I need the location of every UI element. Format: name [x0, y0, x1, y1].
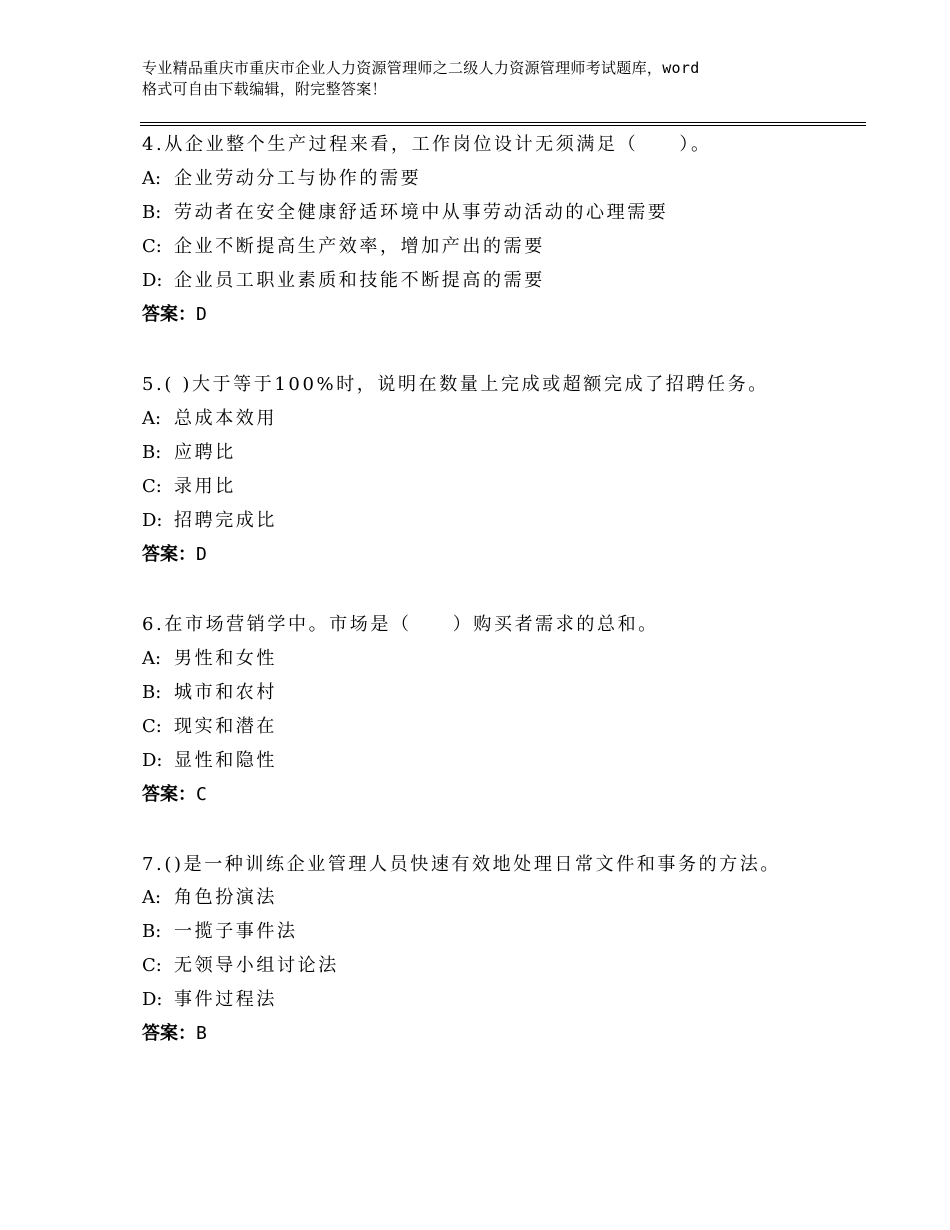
option-letter: B: [142, 921, 162, 942]
option-text: 总成本效用 [174, 408, 277, 429]
question-4 [142, 128, 842, 332]
question-6 [142, 608, 842, 812]
answer-line [142, 778, 842, 812]
option-letter: D: [142, 989, 163, 1010]
answer-value: D [196, 544, 207, 565]
answer-line [142, 298, 842, 332]
option-text: 无领导小组讨论法 [174, 955, 339, 976]
option-text: 企业员工职业素质和技能不断提高的需要 [174, 270, 545, 291]
option-letter: B: [142, 442, 162, 463]
option-text: 显性和隐性 [174, 750, 277, 771]
question-list [142, 128, 842, 1051]
question-text: 6.在市场营销学中。市场是（ ）购买者需求的总和。 [142, 614, 659, 635]
option-d [142, 504, 842, 538]
answer-label: 答案： [142, 304, 196, 325]
option-letter: D: [142, 270, 163, 291]
option-text: 应聘比 [174, 442, 236, 463]
answer-line [142, 538, 842, 572]
question-text: 7.()是一种训练企业管理人员快速有效地处理日常文件和事务的方法。 [142, 854, 782, 875]
option-c [142, 949, 842, 983]
option-letter: A: [142, 168, 162, 189]
option-letter: C: [142, 955, 162, 976]
option-a [142, 402, 842, 436]
option-letter: A: [142, 408, 162, 429]
option-d [142, 983, 842, 1017]
option-letter: B: [142, 202, 162, 223]
question-text: 5.( )大于等于100%时，说明在数量上完成或超额完成了招聘任务。 [142, 374, 769, 395]
answer-value: C [196, 784, 207, 805]
option-letter: B: [142, 682, 162, 703]
option-text: 招聘完成比 [174, 510, 277, 531]
option-text: 事件过程法 [174, 989, 277, 1010]
option-b [142, 915, 842, 949]
option-text: 城市和农村 [174, 682, 277, 703]
answer-line [142, 1017, 842, 1051]
question-spacer [142, 572, 842, 608]
question-5 [142, 368, 842, 572]
option-text: 企业不断提高生产效率，增加产出的需要 [174, 236, 545, 257]
option-d [142, 744, 842, 778]
header-divider-bottom [140, 125, 866, 126]
option-text: 一揽子事件法 [174, 921, 298, 942]
question-spacer [142, 332, 842, 368]
option-b [142, 196, 842, 230]
option-a [142, 642, 842, 676]
question-text: 4.从企业整个生产过程来看，工作岗位设计无须满足（ ）。 [142, 134, 712, 155]
question-spacer [142, 812, 842, 848]
option-text: 角色扮演法 [174, 887, 277, 908]
option-letter: C: [142, 236, 162, 257]
option-text: 现实和潜在 [174, 716, 277, 737]
option-letter: D: [142, 510, 163, 531]
option-text: 录用比 [174, 476, 236, 497]
option-c [142, 710, 842, 744]
answer-label: 答案： [142, 544, 196, 565]
option-text: 男性和女性 [174, 648, 277, 669]
header-line-2: 格式可自由下载编辑，附完整答案！ [142, 80, 387, 98]
answer-value: D [196, 304, 207, 325]
option-c [142, 230, 842, 264]
option-letter: C: [142, 716, 162, 737]
question-7 [142, 848, 842, 1051]
option-text: 企业劳动分工与协作的需要 [174, 168, 422, 189]
option-a [142, 881, 842, 915]
option-d [142, 264, 842, 298]
option-letter: A: [142, 648, 162, 669]
option-letter: C: [142, 476, 162, 497]
answer-label: 答案： [142, 1023, 196, 1044]
option-text: 劳动者在安全健康舒适环境中从事劳动活动的心理需要 [174, 202, 669, 223]
option-letter: D: [142, 750, 163, 771]
option-letter: A: [142, 887, 162, 908]
option-c [142, 470, 842, 504]
answer-label: 答案： [142, 784, 196, 805]
header-divider-top [140, 122, 866, 123]
option-a [142, 162, 842, 196]
option-b [142, 436, 842, 470]
option-b [142, 676, 842, 710]
answer-value: B [196, 1023, 207, 1044]
header-line-1: 专业精品重庆市重庆市企业人力资源管理师之二级人力资源管理师考试题库，word [142, 59, 700, 77]
document-header [142, 58, 842, 100]
